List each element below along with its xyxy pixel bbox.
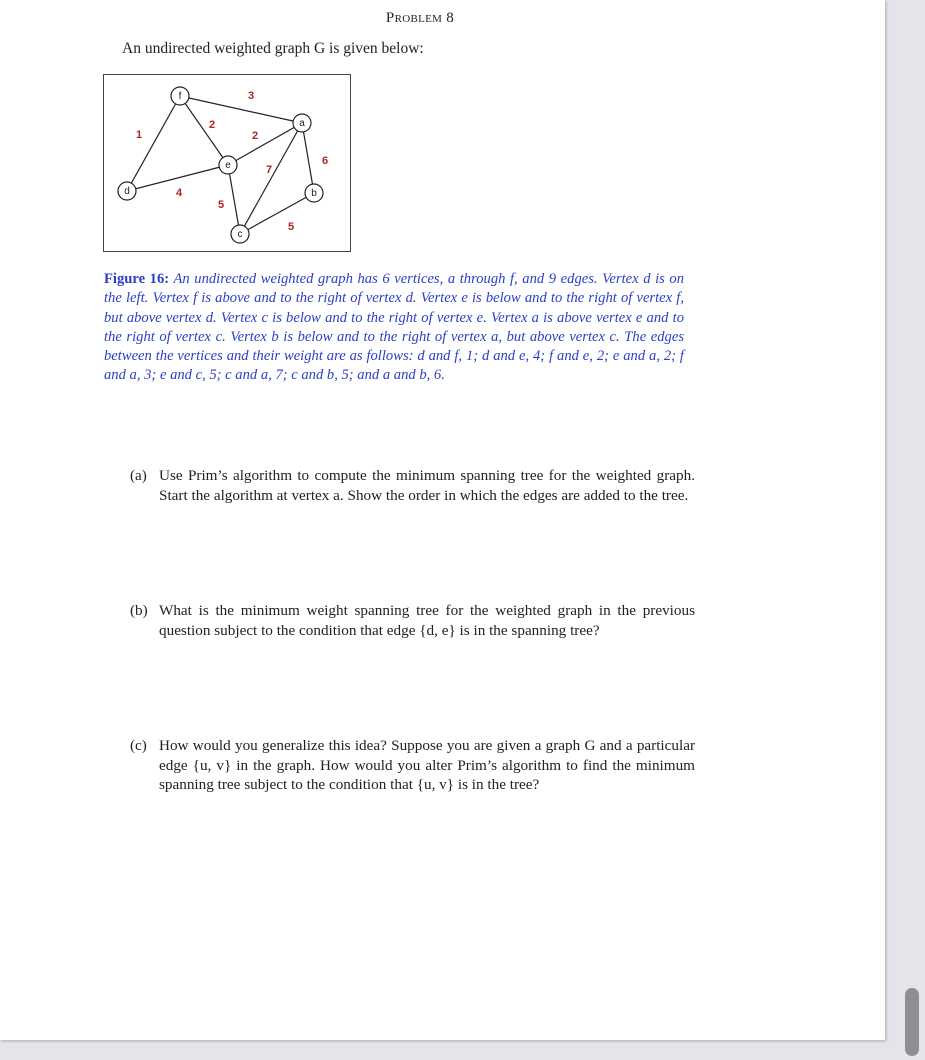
weight-a-b: 6: [321, 154, 329, 167]
question-a: [130, 466, 695, 505]
node-label-d: d: [124, 186, 130, 198]
question-b-marker: (b): [130, 602, 148, 619]
graph-nodes: [118, 87, 323, 243]
weight-c-a: 7: [265, 163, 273, 176]
question-c-marker: (c): [130, 737, 147, 754]
problem-title: Problem 8: [385, 10, 455, 26]
node-label-f: f: [178, 91, 182, 103]
caption-text: An undirected weighted graph has 6 vertices, a through f, and 9 edges. Vertex d is on the left. Vertex f is above and to the right of vertex d. Vertex e is below and to the right of vertex f, but above vertex d. Vertex c is below and to the right of vertex e. Vertex a is above vertex e and to the right of vertex c. Vertex b is below and to the right of vertex a, but above vertex c. The edges between the vertices and their weight are as follows: d and f, 1; d and e, 4; f and e, 2; e and a, 2; f and a, 3; e and c, 5; c and a, 7; c and b, 5; and a and b, 6.: [104, 271, 684, 384]
question-a-marker: (a): [130, 467, 147, 484]
graph-figure: [103, 74, 351, 252]
edge-e-c: [228, 165, 240, 234]
edge-f-e: [180, 96, 228, 165]
question-b: [130, 601, 695, 640]
weight-d-e: 4: [175, 186, 183, 199]
weight-f-a: 3: [247, 89, 255, 102]
node-label-b: b: [311, 188, 317, 200]
edge-d-f: [127, 96, 180, 191]
question-a-text: Use Prim’s algorithm to compute the minimum spanning tree for the weighted graph. Start the algorithm at vertex a. Show the order in which the edges are added to the tree.: [159, 467, 695, 504]
node-label-a: a: [299, 118, 305, 130]
weight-e-a: 2: [251, 129, 259, 142]
node-label-c: c: [237, 229, 243, 241]
weight-e-c: 5: [217, 198, 225, 211]
vertical-scrollbar-thumb[interactable]: [905, 988, 919, 1056]
edge-a-b: [302, 123, 314, 193]
edge-f-a: [180, 96, 302, 123]
weight-c-b: 5: [287, 220, 295, 233]
question-b-text: What is the minimum weight spanning tree for the weighted graph in the previous question subject to the condition that edge {d, e} is in the spanning tree?: [159, 602, 695, 639]
weight-d-f: 1: [135, 128, 143, 141]
caption-label: Figure 16:: [104, 271, 170, 287]
node-label-e: e: [225, 160, 231, 172]
question-c: [130, 736, 695, 795]
weight-f-e: 2: [208, 118, 216, 131]
intro-text: An undirected weighted graph G is given below:: [122, 40, 424, 57]
graph-diagram: [104, 75, 350, 251]
figure-caption: [104, 270, 684, 386]
question-c-text: How would you generalize this idea? Suppose you are given a graph G and a particular edge {u, v} in the graph. How would you alter Prim’s algorithm to find the minimum spanning tree subject to the condition that {u, v} is in the tree?: [159, 737, 695, 794]
